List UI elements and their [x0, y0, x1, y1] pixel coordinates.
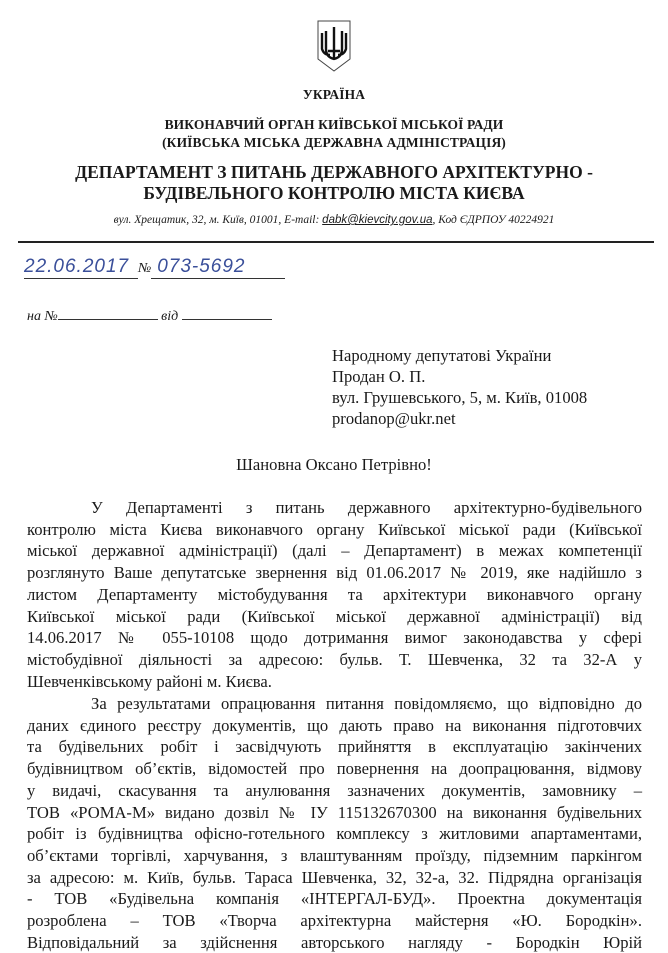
text-line: розглянуто Ваше депутатське звернення від 01.06.2017 № 2019, яке надійшло з — [27, 563, 642, 583]
registry-code: , Код ЄДРПОУ 40224921 — [432, 214, 555, 226]
recipient-title: Народному депутатові України — [332, 346, 552, 365]
recipient-block — [332, 345, 587, 429]
recipient-address: вул. Грушевського, 5, м. Київ, 01008 — [332, 388, 588, 407]
department-line-1: ДЕПАРТАМЕНТ З ПИТАНЬ ДЕРЖАВНОГО АРХІТЕКТУРНО - — [75, 162, 593, 182]
header-divider — [18, 241, 654, 243]
reply-to-label: на № — [27, 309, 58, 324]
text-line: Київської міської ради (Київської міської державної адміністрації) від — [27, 606, 642, 626]
department-address — [0, 214, 668, 226]
recipient-email: prodanop@ukr.net — [332, 409, 456, 428]
registration-number: 073-5692 — [151, 256, 285, 279]
text-line: листом Департаменту містобудування та архітектури виконавчого органу — [27, 584, 642, 604]
registration-line — [24, 256, 285, 279]
text-line: 14.06.2017 № 055-10108 щодо дотримання вимог законодавства у сфері — [27, 628, 642, 648]
registration-date: 22.06.2017 — [24, 256, 138, 279]
authority-line-1: ВИКОНАВЧИЙ ОРГАН КИЇВСЬКОЇ МІСЬКОЇ РАДИ — [164, 117, 504, 132]
reply-to-field — [58, 305, 158, 320]
from-label: від — [161, 309, 179, 324]
text-line: ТОВ «РОМА-М» видано дозвіл № ІУ 115132670300 на виконання будівельних — [27, 802, 642, 822]
country-name: УКРАЇНА — [302, 87, 366, 102]
email-link[interactable]: dabk@kievcity.gov.ua — [322, 214, 433, 226]
text-line: містобудівної діяльності за адресою: бульв. Т. Шевченка, 32 та 32-А у — [27, 649, 642, 669]
coat-of-arms-icon — [316, 19, 352, 73]
text-line: та будівельних робіт і засвідчують прийняття в експлуатацію закінчених — [27, 737, 642, 757]
paragraph-2 — [27, 693, 642, 953]
text-line: об’єктами торгівлі, харчування, з влаштуванням проїзду, підземним паркінгом — [27, 845, 642, 865]
greeting: Шановна Оксано Петрівно! — [236, 455, 432, 474]
text-line: Шевченківському районі м. Києва. — [27, 671, 272, 691]
text-line: міської державної адміністрації) (далі – Департамент) в межах компетенції — [27, 541, 642, 561]
text-line: За результатами опрацювання питання повідомляємо, що відповідно до — [91, 694, 642, 713]
text-line: контролю міста Києва виконавчого органу Київської міської ради (Київської — [27, 519, 642, 539]
from-field — [182, 305, 272, 320]
authority-line-2: (КИЇВСЬКА МІСЬКА ДЕРЖАВНА АДМІНІСТРАЦІЯ) — [162, 135, 506, 150]
paragraph-1 — [27, 497, 642, 692]
recipient-name: Продан О. П. — [332, 367, 426, 386]
text-line: розроблена – ТОВ «Творча архітектурна майстерня «Ю. Бородкін». — [27, 911, 642, 931]
text-line: за адресою: м. Київ, бульв. Тараса Шевченка, 32, 32-а, 32. Підрядна організація — [27, 867, 642, 887]
text-line: у видачі, скасування та анулювання зазначених документів, замовнику – — [27, 780, 642, 800]
text-line: У Департаменті з питань державного архітектурно-будівельного — [91, 498, 642, 517]
address-text: вул. Хрещатик, 32, м. Київ, 01001, E-mail: — [113, 214, 323, 226]
text-line: - ТОВ «Будівельна компанія «ІНТЕРГАЛ-БУД». Проектна документація — [27, 889, 642, 909]
department-line-2: БУДІВЕЛЬНОГО КОНТРОЛЮ МІСТА КИЄВА — [143, 183, 525, 203]
number-label: № — [138, 261, 152, 276]
text-line: Відповідальний за здійснення авторського нагляду - Бородкін Юрій — [27, 932, 642, 952]
text-line: даних єдиного реєстру документів, що дають право на виконання підготовчих — [27, 715, 642, 735]
reply-reference — [27, 305, 272, 325]
text-line: робіт із будівництва офісно-готельного комплексу з житловими апартаментами, — [27, 824, 642, 844]
text-line: будівництвом об’єктів, відомостей про повернення на доопрацювання, відмову — [27, 759, 642, 779]
